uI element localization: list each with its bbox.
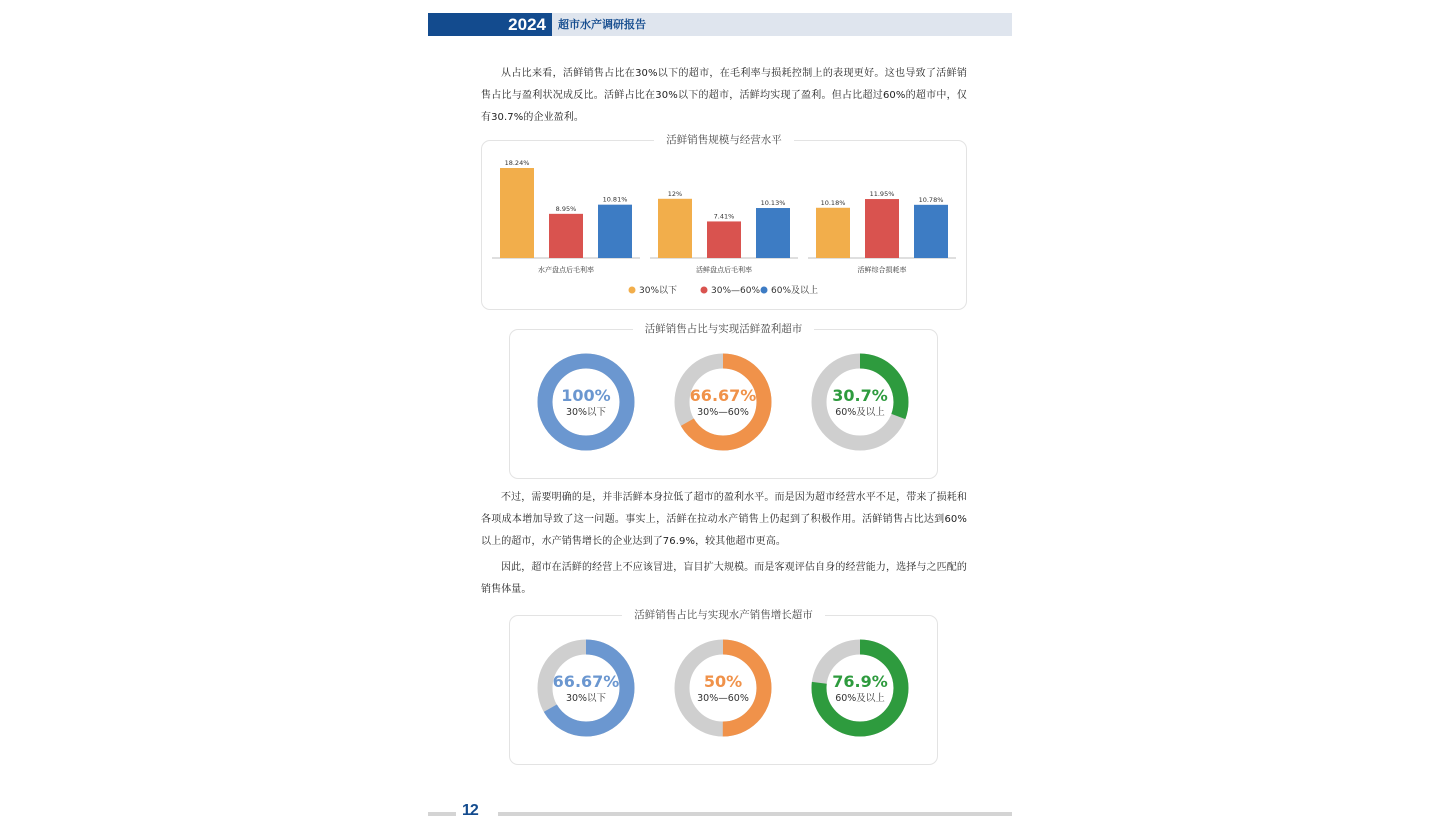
bar-value-label: 8.95% <box>555 204 577 213</box>
bar-value-label: 10.81% <box>602 195 628 204</box>
donut-card-profit-title: 活鲜销售占比与实现活鲜盈利超市 <box>633 323 815 335</box>
donut-name-label: 60%及以上 <box>835 693 885 704</box>
bar-0-2 <box>598 205 632 258</box>
bar-2-2 <box>914 205 948 258</box>
report-page <box>428 0 1012 830</box>
bar-1-0 <box>658 199 692 258</box>
donut-chart-growth <box>510 616 937 764</box>
donut-chart-profit <box>510 330 937 478</box>
bar-chart <box>482 141 966 309</box>
header-band <box>428 13 1012 36</box>
bar-0-0 <box>500 168 534 258</box>
paragraph-3: 因此，超市在活鲜的经营上不应该冒进，盲目扩大规模。而是客观评估自身的经营能力，选择与之匹配的销售体量。 <box>481 562 967 595</box>
donut-card-growth-title: 活鲜销售占比与实现水产销售增长超市 <box>622 609 825 621</box>
paragraph-2: 不过，需要明确的是，并非活鲜本身拉低了超市的盈利水平。而是因为超市经营水平不足，带来了损耗和各项成本增加导致了这一问题。事实上，活鲜在拉动水产销售上仍起到了积极作用。活鲜销售占比达到60%以上的超市，水产销售增长的企业达到了76.9%，较其他超市更高。 <box>481 492 967 547</box>
bar-chart-card <box>481 134 967 310</box>
bar-value-label: 18.24% <box>504 159 530 167</box>
legend-label: 60%及以上 <box>771 286 819 296</box>
legend-dot <box>629 287 636 294</box>
bar-value-label: 10.18% <box>820 198 846 207</box>
bar-value-label: 12% <box>667 189 683 198</box>
donut-value-label: 30.7% <box>832 386 888 405</box>
donut-value-label: 100% <box>561 386 611 405</box>
bar-category-label: 活鲜盘点后毛利率 <box>696 266 752 274</box>
donut-card-growth <box>509 609 938 765</box>
bar-value-label: 10.78% <box>918 195 944 204</box>
legend-label: 30%以下 <box>639 286 678 296</box>
donut-name-label: 30%以下 <box>565 693 607 704</box>
legend-dot <box>761 287 768 294</box>
donut-value-label: 66.67% <box>552 672 620 691</box>
bar-value-label: 11.95% <box>869 190 895 199</box>
bar-1-2 <box>756 208 790 258</box>
footer-rule-left <box>428 812 456 816</box>
donut-value-label: 50% <box>703 672 743 691</box>
donut-value-label: 76.9% <box>832 672 888 691</box>
donut-value-label: 66.67% <box>689 386 757 405</box>
bar-2-1 <box>865 199 899 258</box>
bar-2-0 <box>816 208 850 258</box>
header-year: 2024 <box>428 13 552 36</box>
legend-dot <box>701 287 708 294</box>
footer-rule-right <box>498 812 1012 816</box>
donut-name-label: 30%—60% <box>697 407 749 418</box>
bar-category-label: 水产盘点后毛利率 <box>538 266 594 274</box>
header-title: 超市水产调研报告 <box>558 18 646 31</box>
bar-value-label: 7.41% <box>713 212 735 221</box>
donut-card-profit <box>509 323 938 479</box>
page-number: 12 <box>462 802 478 819</box>
donut-name-label: 30%以下 <box>565 407 607 418</box>
paragraph-1: 从占比来看，活鲜销售占比在30%以下的超市，在毛利率与损耗控制上的表现更好。这也导致了活鲜销售占比与盈利状况成反比。活鲜占比在30%以下的超市，活鲜均实现了盈利。但占比超过60%的超市中，仅有30.7%的企业盈利。 <box>481 68 967 123</box>
bar-category-label: 活鲜综合损耗率 <box>857 266 907 274</box>
bar-chart-title: 活鲜销售规模与经营水平 <box>654 134 794 146</box>
bar-1-1 <box>707 221 741 258</box>
legend-label: 30%—60% <box>711 286 761 296</box>
donut-name-label: 60%及以上 <box>835 407 885 418</box>
bar-0-1 <box>549 214 583 258</box>
donut-name-label: 30%—60% <box>697 693 749 704</box>
bar-value-label: 10.13% <box>760 199 786 208</box>
